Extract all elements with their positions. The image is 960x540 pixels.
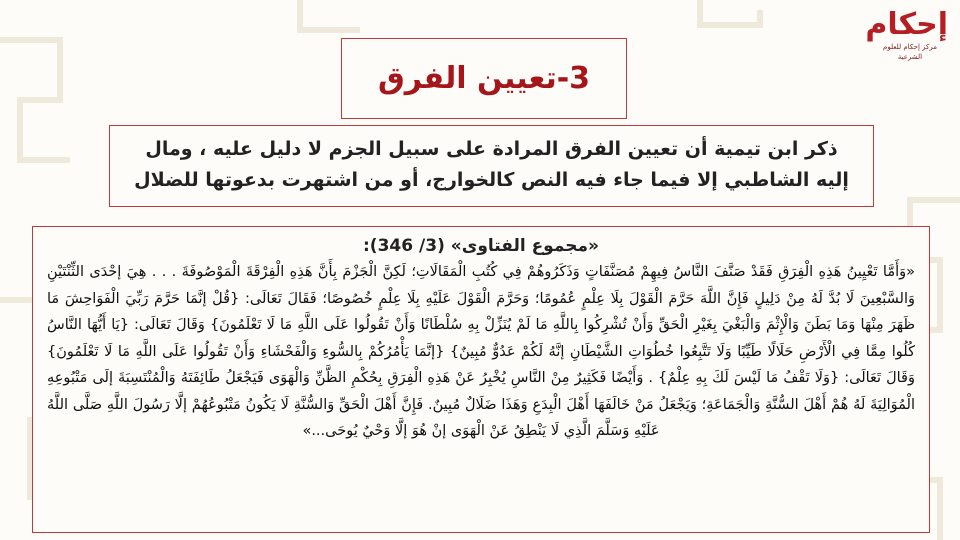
logo xyxy=(865,7,948,70)
summary-box xyxy=(109,125,874,207)
logo-subtitle: مركز إحكام للعلوم الشرعية xyxy=(883,43,937,61)
title-box xyxy=(341,38,627,119)
logo-mark: إحكام xyxy=(865,7,948,42)
quote-box xyxy=(32,226,930,533)
summary-text: ذكر ابن تيمية أن تعيين الفرق المرادة على سبيل الجزم لا دليل عليه ، ومال إليه الشاطبي إلا فيما جاء فيه النص كالخوارج، أو من اشتهرت بدعوتها للضلال xyxy=(134,138,849,191)
quote-text: «وَأَمَّا تَعْيِينُ هَذِهِ الْفِرَقِ فَقَدْ صَنَّفَ النَّاسُ فِيهِمْ مُصَنَّفَاتٍ وَذَكَرُوهُمْ فِي كُتُبِ الْمَقَالَاتِ؛ لَكِنَّ الْجَزْمَ بِأَنَّ هَذِهِ الْفِرْقَةَ الْمَوْصُوفَةَ . . . هِيَ إحْدَى الثِّنْتَيْنِ وَالسَّبْعِينَ لَا بُدَّ لَهُ مِنْ دَلِيلٍ فَإِنَّ اللَّهَ حَرَّمَ الْقَوْلَ بِلَا عِلْمٍ عُمُومًا؛ وَحَرَّمَ الْقَوْلَ عَلَيْهِ بِلَا عِلْمٍ خُصُوصًا؛ فَقَالَ تَعَالَى: {قُلْ إنَّمَا حَرَّمَ رَبِّيَ الْفَوَاحِشَ مَا ظَهَرَ مِنْهَا وَمَا بَطَنَ وَالْإِثْمَ وَالْبَغْيَ بِغَيْرِ الْحَقِّ وَأَنْ تُشْرِكُوا بِاللَّهِ مَا لَمْ يُنَزِّلْ بِهِ سُلْطَانًا وَأَنْ تَقُولُوا عَلَى اللَّهِ مَا لَا تَعْلَمُونَ} وَقَالَ تَعَالَى: {يَا أَيُّهَا النَّاسُ كُلُوا مِمَّا فِي الْأَرْضِ حَلَالًا طَيِّبًا وَلَا تَتَّبِعُوا خُطُوَاتِ الشَّيْطَانِ إنَّهُ لَكُمْ عَدُوٌّ مُبِينٌ} {إنَّمَا يَأْمُرُكُمْ بِالسُّوءِ وَالْفَحْشَاءِ وَأَنْ تَقُولُوا عَلَى اللَّهِ مَا لَا تَعْلَمُونَ} وَقَالَ تَعَالَى: {وَلَا تَقْفُ مَا لَيْسَ لَكَ بِهِ عِلْمٌ} . وَأَيْضًا فَكَثِيرٌ مِنْ النَّاسِ يُخْبِرُ عَنْ هَذِهِ الْفِرَقِ بِحُكْمِ الظَّنِّ وَالْهَوَى فَيَجْعَلُ طَائِفَتَهُ وَالْمُنْتَسِبَةَ إلَى مَتْبُوعِهِ الْمُوَالِيَةَ لَهُ هُمْ أَهْلَ السُّنَّةِ وَالْجَمَاعَةِ؛ وَيَجْعَلُ مَنْ خَالَفَهَا أَهْلَ الْبِدَعِ وَهَذَا ضَلَالٌ مُبِينٌ. فَإِنَّ أَهْلَ الْحَقِّ وَالسُّنَّةِ لَا يَكُونُ مَتْبُوعُهُمْ إلَّا رَسُولَ اللَّهِ صَلَّى اللَّهُ عَلَيْهِ وَسَلَّمَ الَّذِي لَا يَنْطِقُ عَنْ الْهَوَى إنْ هُوَ إلَّا وَحْيٌ يُوحَى...» xyxy=(47,264,915,439)
quote-source: «مجموع الفتاوى» (3/ 346): xyxy=(363,236,599,256)
slide-title: 3-تعيين الفرق xyxy=(377,61,591,96)
